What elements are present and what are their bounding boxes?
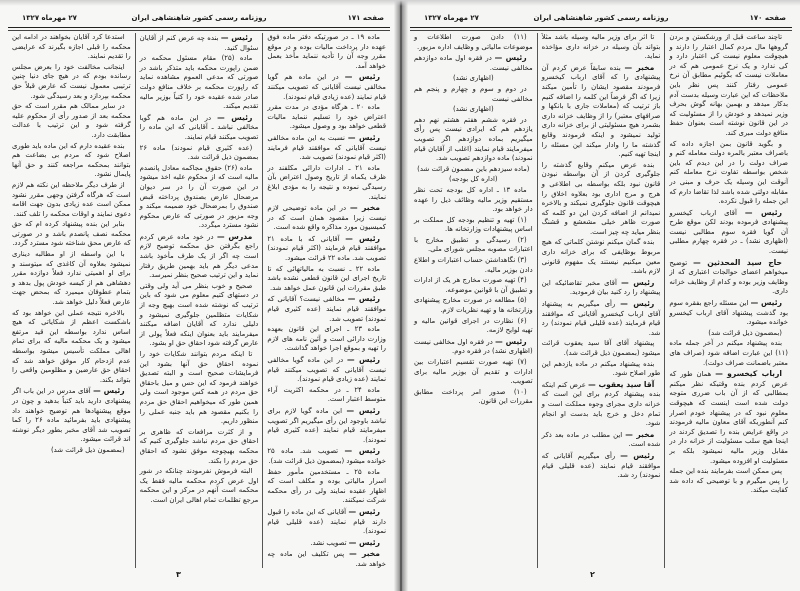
text-column: [136, 33, 264, 568]
paragraph-text: ماده ۲۳ ـ اجرای این قانون بعهده وزارت دارائی است و آئین نامه های لازم را تهیه و بموقع اجرا خواهد گذاشت.: [267, 325, 386, 353]
scan-edge-shadow: [0, 0, 800, 6]
paragraph: [414, 186, 533, 215]
paragraph-text: آقای ارباب کیخسرو پیشنهادی فرموده بودند لکن موقع طرح آن گویا فقره سوم مطالبی نیست (اظهاری نشد) ـ در فقره چهارم مطلبی نیست.: [669, 208, 788, 256]
paragraph: [267, 33, 386, 71]
paragraph-text: (۷) تهیه صورت تقسیم اعتبارات بین ادارات و تقدیم آن بوزیر مالیه برای تصویب.: [413, 358, 533, 386]
paragraph-text: (۳) نگاهداشتن حساب اعتبارات و اطلاع دادن بوزیر مالیه.: [413, 256, 533, 274]
speaker-name: رئیس —: [93, 386, 125, 396]
paragraph-text: نسبت به این ماده مخالفی نیست آقایانی که موافقند قیام فرمایند (اکثر قیام نمودند) تصویب شد.: [267, 133, 386, 162]
paragraph-text: بنده گمان میکنم نوشتن کلماتی که هیچ مربوط بوظایفی که برای خزانه داری معین میکنیم نیستند یک مفهوم قانونی لازم باشد.: [541, 238, 661, 276]
paragraph-text: توضیح میخواهم اعضای حوالجات اعتباری که از وظایف وزیر بوده و کدام از وظایف خزانه داری.: [669, 258, 788, 296]
paragraph-text: ماده ۲۴ ـ در محکمه اکثریت آراء متوسط اعتبار است.: [267, 385, 386, 404]
paragraph-text: بنده چه عرض کنم از آقایان سئوال کنید.: [139, 34, 259, 52]
header-rule-thin: [410, 30, 792, 31]
paragraph: [414, 216, 533, 235]
left-page: [0, 0, 398, 591]
speaker-name: رئیس —: [346, 405, 380, 415]
speaker-name: ارباب کیخسرو —: [715, 369, 782, 379]
paragraph-text: بنده سابقاً عرض کردم آن پیشنهادی را که آقای ارباب کیخسرو فرمودند مقصود ایشان را تأمین میکند زیرا که اگر فرضاً این کلمه را اضافه کنیم باز ترتیب که (معاملات جاری با بانکها و صرافهای معتبر) را از وظایف خزانه داری بشمرد هیچ مسئولیتی از برای خزانه داری تولید نمیشود و اینکه فرمودند وقایع گذشته ما را وادار میکند این مسئله را اینجا تهیه کنیم.: [541, 63, 661, 159]
issue-date: ۲۷ مهرماه ۱۳۲۷: [22, 14, 77, 22]
header-rule: [8, 27, 390, 28]
paragraph-text: (۱) تهیه و تنظیم بودجه کل مملکت بر اساس پیشنهادات وزارتخانه ها.: [413, 215, 533, 234]
speaker-name: حاج سید المحدثین —: [693, 257, 782, 267]
paragraph: [12, 63, 131, 101]
paragraph-text: (اداره کل بودجه): [449, 175, 498, 184]
paragraph-text: از طرف دیگر ملاحظه این نکته هم لازم است که هرگاه گرفتن وجهی مقرر نشود ممکن است عده زیادی بدون جهت اقامه دعوی نمایند و اوقات محکمه را تلف کنند.: [11, 180, 131, 218]
paragraph: [12, 33, 131, 62]
paragraph: [267, 355, 386, 385]
paragraph-text: البته فرموش نفرمودند چنانکه در شور اول عرض کردم محکمه مالیه فقط یک محکمه است آنهم در مرکز و این محکمه مرجع تظلمات تمام اهالی ایران است.: [139, 467, 259, 504]
paragraph-text: (۴) تهیه صورت مخارج هر یک از ادارات و تطبیق آن با قوانین موضوعه.: [413, 276, 533, 294]
paragraph: [12, 386, 131, 445]
paragraph: [140, 282, 259, 349]
paragraph: [542, 161, 661, 238]
speaker-name: رئیس —: [347, 294, 380, 304]
paragraph: [267, 164, 386, 202]
paragraph-text: با این واسطه از او مطالبه دیناری نمیشود بعلاوه آن کاغذی که میتوسند و برای او اهمیتی ندارد فعلاً دوازده مقرر دهشاهی هم از کیسه خودش پول بدهد و بتمام عطوفان میمیرد که بمحض جهت عارض فعلاً دلیل خواهد شد.: [11, 250, 131, 307]
paragraph-text: در خود ماده عرض کردم راجع بگرفتن حق محکمه توضیح لازم است چه اگر از یک طرف مأخوذ باشد مدعی دیگر هم باید بهمین طریق رفتار نماید و این ترتیب صحیح بنظر نمیرسد.: [139, 232, 259, 280]
speaker-name: رئیس —: [750, 298, 782, 308]
paragraph: [140, 164, 259, 231]
paragraph: [414, 296, 533, 315]
paragraph: [12, 181, 131, 219]
paragraph-text: این ماده گویا لازم برای نباشد باوجود این رأی میگیریم اگر تصویب میفرمایند قیام نمایند (عده کثیری قیام نمودند).: [267, 406, 386, 444]
paragraph-text: (بمضمون ذیل قرائت شد): [50, 445, 125, 454]
paragraph: [669, 258, 788, 297]
paragraph-text: بنده پیشنهاد میکنم در آخر جمله ماده (۱۱) این عبارت اضافه شود (صراف های معتبر باضمانت صراف دولت).: [669, 339, 788, 367]
paragraph-text: پس تکلیف این ماده چه خواهد شد.: [267, 550, 386, 568]
newspaper-title: روزنامه رسمی کشور شاهنشاهی ایران: [131, 14, 267, 22]
paragraph-text: (عده کثیری قیام نمودند) ماده ۲۶ بمضمون ذیل قرائت شد.: [139, 143, 259, 162]
paragraph-text: در فقره ششم هفتم هشتم نهم دهم یازدهم هم که ایرادی نیست پس رأی میگیریم بماده دوازدهم اگر تصویب میفرمایند قیام نمایند (اغلب از آقایان قیام نمودند) ماده دوازدهم تصویب شد.: [413, 115, 533, 163]
paragraph-text: همان طور که عرض کردم بنده وقتیکه نظر میکنم بمطالبی که از آن باب ضرری متوجه دولت شده است اینست که هیچوقت معلوم نبود که در پیشنهاد خودم اصرار کنم آنطوریکه آقای معاون مالیه فرمودند در واقع عرایض بنده را تصدیق کردند در اینجا هیچ سلب مسئولیت از خزانه دار در مقابل وزیر مالیه نمیشود بلکه بر مسئولیت او افزوده میشود.: [669, 370, 788, 465]
paragraph-text: و بگوید قانون بمن اجازه داده که باصراف معتبر بالمره دولت معامله کنم و صراف دولت را در این دیدم که باین شخص بواسطه تفاوت نرخ معامله کنم آنوقت این وسیله یک حرف و مبنی در مقابله دولتی شده باشد لذا تقاضا دارم که این جمله را قبول نکرده.: [669, 139, 788, 206]
header-rule-thin: [8, 30, 390, 31]
paragraph-text: ماده ۲۰ ـ هرگاه مؤدی در مدت مقرر اعتراض خود را تسلیم ننماید مالیات قطعی خواهد بود و وصول میشود.: [267, 103, 386, 131]
paragraph-text: عرض کنم اینکه بنده پیشنهاد کردم برای این است که خزانه داری مجرای وجوه مملکت است و تمام دخل و خرج باید بدست او انجام شود.: [541, 380, 661, 428]
paragraph-text: تا اینکه مردم بتوانند شکایات خود را نموده احقاق حق آنها بشود این فرمایشات صحیح است و البته تصدیق خواهند فرمود که این حس و میل باحقاق حق مردم در همه کس موجود است ولی همین طور که میخواهیم احقاق حق مردم را بکنیم مقصود هم باید جنبه عملی را منظور داریم.: [139, 350, 259, 426]
paragraph-text: بنده پیشنهاد میکنم در ماده یازدهم این طور اصلاح شود.: [541, 359, 661, 378]
paragraph: [267, 549, 386, 568]
paragraph: [267, 294, 386, 324]
paragraph: [669, 298, 788, 328]
paragraph: [267, 103, 386, 132]
page-header: [8, 14, 390, 26]
paragraph: [542, 238, 661, 276]
paragraph: [414, 116, 533, 164]
speaker-name: مخبر —: [350, 203, 380, 213]
speaker-name: رئیس —: [344, 72, 380, 82]
speaker-name: رئیس —: [348, 537, 380, 547]
paragraph: [414, 337, 533, 357]
paragraph-text: تاچند ساعت قبل از ورشکستن و بردن گروهها مال مردم کمال اعتبار را دارند و هیچوقت معلوم نیست کی اعتبار دارد و کی ندارد و یک نرخ عمومی هم که در معاملات نیست که بگوئیم مطابق آن نرخ عمومی رفتار کنند پس نظر باین ملاحظات که این عبارت وسیله بدست آدم بدکار میدهد و بهمین بهانه گوش بحرف وزیر نمیدهد و خودش را از مسئولیت که در این قانون نوشته است بعنوان حفظ منافع دولت مبری کند.: [669, 33, 788, 137]
paragraph-text: تصویب شد. ماده ۲۵ خوانده میشود (بمضمون ذیل قرائت شد).: [267, 447, 386, 465]
speaker-name: رئیس —: [494, 53, 527, 63]
paragraph: [414, 276, 533, 295]
book-gutter-shadow: [394, 0, 408, 591]
paragraph: [267, 133, 386, 163]
paragraph: [267, 446, 386, 466]
paragraph: [542, 33, 661, 62]
paragraph: [542, 339, 661, 358]
speaker-name: مخبر —: [349, 549, 380, 559]
paragraph-text: تا اثر برای وزیر مالیه وسیله باشد مثلاً بتواند بآن وسیله در خزانه داری مؤاخذه نماید.: [541, 33, 661, 61]
paragraph-text: استدعا کرد آقایان بخواهند در ادامه این محکمه را قبلی اجازه بگیرند که عرایضی را تقدیم نمایند.: [11, 33, 131, 61]
paragraph: [414, 358, 533, 387]
paragraph: [669, 339, 788, 368]
paragraph: [414, 388, 533, 407]
paragraph: [669, 369, 788, 466]
speaker-name: رئیس —: [348, 506, 380, 516]
speaker-name: رئیس —: [347, 132, 380, 142]
header-rule: [410, 27, 792, 28]
paragraph-text: (اظهاری نشد): [452, 74, 494, 83]
paragraph: [669, 467, 788, 496]
right-page: [402, 0, 800, 591]
paragraph-text: بنده عرض میکنم وقایع گذشته را جلوگیری کردن از آن بواسطه نبودن قانون نبود بلکه بواسطه بی اطلاعی و هرج و مرج اداری بود بعلاوه اخلاق را هیچوقت قانون جلوگیری نمیکند و بالاخره نمیدانم از اضافه کردن این دو کلمه که صورت ظاهر خیلی مشعشع و قشنگ بنظر میاید چه چیز است.: [541, 160, 661, 236]
paragraph: [12, 309, 131, 386]
paragraph: [542, 360, 661, 379]
paragraph: [12, 102, 131, 140]
paragraph-text: ماده ۱۹ ـ در صورتیکه دفتر ماده فوق عهده دار پرداخت مالیات بوده و در موقع مقرر وجه آن را تأدیه ننماید مأخذ بعمل خواهد آمد.: [267, 33, 386, 70]
text-columns: [410, 33, 792, 568]
page-number: صفحه ۱۷۰: [749, 14, 786, 22]
paragraph: [267, 265, 386, 294]
paragraph-text: رأی میگیریم آقایانی که موافقند قیام نمایند (عده قلیلی قیام نمودند) رد شد.: [541, 451, 661, 480]
paragraph-text: در این ماده گویا مخالفی نیست آقایانی که تصویب میکنند قیام نمایند (عده زیادی قیام نمودند).: [267, 356, 386, 384]
paragraph: [414, 236, 533, 255]
paragraph-text: بالاخره نتیجه عملی این خواهد بود که باشکست اعظم از شکایاتی که هیچ اساس ندارد بواسطه این قید مرتفع میشود و یک محکمه مالیه که برای تمام اهالی مملکت تأسیس میشود بواسطه عدم ازدحام کار موفق خواهد شد که احقاق حق عارضین و مظلومین واقعی را بتواند بکند.: [11, 308, 131, 384]
speaker-name: رئیس —: [620, 299, 655, 309]
paragraph: [140, 232, 259, 281]
paragraph-text: و از کثرت مرافعات که ظاهری بر احقاق حق مردم نباشد جلوگیری کنیم که محکمه بهیچوجه موفق نشود که احقاق حق مردم را بکند.: [139, 427, 259, 465]
paragraph-text: (۵) مطالعه در صورت مخارج پیشنهادی وزارتخانه ها و تهیه نظریات لازم.: [413, 296, 533, 315]
paragraph-text: در فقره اول ماده دوازدهم مخالفی نیست.: [413, 54, 533, 72]
paragraph: [140, 467, 259, 505]
paragraph: [542, 451, 661, 481]
paragraph: [542, 63, 661, 160]
paragraph-text: در سایر ممالک هم مقرر است که حق محکمه بعد از صدور رأی از محکوم علیه گرفته شود و این ترتیب با عدالت مطابقت دارد.: [11, 102, 131, 139]
text-column: [665, 33, 792, 568]
text-columns: [8, 33, 390, 568]
speaker-name: رئیس —: [344, 446, 380, 456]
folio-number: ۳: [176, 570, 181, 579]
paragraph: [267, 507, 386, 537]
paragraph: [414, 33, 533, 52]
speaker-name: مخبر —: [624, 62, 655, 72]
text-column: [263, 33, 390, 568]
paragraph-text: اینجانب مخالفت خود را بعرض مجلس رسانده بودم که در هیچ جای دنیا چنین ترتیبی معمول نیست که عارض قبلاً حق محکمه بپردازد و بعد رسیدگی شود.: [11, 62, 131, 100]
speaker-name: رئیس —: [220, 33, 253, 42]
paragraph-text: تصویب نشد.: [310, 538, 347, 547]
paragraph-text: مخالفی نیست؟ آقایانی که موافقند قیام نمایند (عده کثیری قیام نمودند) تصویب شد.: [267, 295, 386, 323]
paragraph: [542, 380, 661, 429]
paragraph: [414, 256, 533, 275]
speaker-name: رئیس —: [744, 207, 782, 217]
paragraph-text: در فقره اول مخالفی نیست (اظهاری نشد) در فقره دوم.: [413, 337, 533, 356]
paragraph: [140, 113, 259, 143]
newspaper-title: روزنامه رسمی کشور شاهنشاهی ایران: [533, 14, 669, 22]
paragraph-text: (ماده سیزدهم باین مضمون قرائت شد): [417, 164, 530, 173]
text-column: [410, 33, 538, 568]
paragraph: [669, 33, 788, 139]
text-column: [8, 33, 136, 568]
paragraph-text: آقای مدرس در این باب اگر پیشنهادی دارید باید کتباً بدهید و چون در موقع پیشنهادها هم توضیح خواهند داد پیشنهادی باید بفرمائید ماده ۲۶ را کما تصویب شد آقای مخبر بطور دیگر نوشته اند قرائت میشود.: [11, 387, 131, 444]
paragraph: [669, 329, 788, 339]
paragraph-text: آقای مخبر تقاضائیکه این پیشنهاد را رد کنید بیان فرمودید.: [541, 278, 661, 297]
speaker-name: مدرس —: [216, 231, 253, 241]
paragraph: [12, 220, 131, 249]
paragraph-text: بنابر این بنده پیشنهاد کرده ام که حق محکمه نصف پانصدم باشد و در صورتی که عارض محق شناخته شود مسترد گردد.: [11, 220, 131, 248]
paragraph-text: ماده ۲۵ ـ مستخدمین مأمور حفظ اسرار مالیاتی بوده و مکلف است که اظهار عقیده نمایند ولی در رأی محکمه شرکت نمیکنند.: [267, 467, 386, 505]
paragraph: [267, 406, 386, 445]
paragraph: [140, 144, 259, 163]
paragraph-text: (۲) رسیدگی و تطبیق مخارج با اعتبارات مصوبه مجلس شورای ملی.: [413, 235, 533, 254]
issue-date: ۲۷ مهرماه ۱۳۲۷: [424, 14, 479, 22]
paragraph: [414, 53, 533, 73]
paragraph: [542, 299, 661, 338]
speaker-name: رئیس —: [217, 112, 253, 122]
paragraph-text: ماده ۲۱ ـ ادارات دارائی مکلفند در ظرف یکماه از تاریخ وصول اعتراض بآن رسیدگی نموده و نتیجه را به مؤدی ابلاغ نمایند.: [267, 163, 386, 201]
paragraph: [414, 175, 533, 185]
paragraph: [140, 33, 259, 53]
paragraph-text: در این ماده هم گویا مخالفی نباشد ـ آقایانی که این ماده را تصویب میکنند قیام نمایند.: [139, 113, 259, 141]
paragraph-text: بنده عقیده دارم که این ماده باید طوری اصلاح شود که مردم بی بضاعت هم بتوانند بمحکمه مراجعه کنند و حق آنها پایمال نشود.: [11, 141, 131, 179]
speaker-name: رئیس —: [345, 233, 381, 243]
paragraph-text: ماده (۲۶) حقوق مجاکمه معادل پانصدم مالیه است که از محکوم علیه اخذ میشود در این صورت آن را در سر دیوان مرضحال عارض بصندوق پرداخته قبض صندوق را بمرضحال خود ضمیمه میکند و وجه مزبور در صورتی که عارض محکوم نشود مسترد میگردد.: [139, 163, 259, 230]
speaker-name: مخبر —: [625, 429, 655, 439]
paragraph: [542, 278, 661, 298]
paragraph-text: (۱۱) دادن صورت اطلاعات و موضوعات مالیاتی و وظایف اداره مزبور.: [413, 33, 533, 51]
paragraph: [267, 468, 386, 506]
paragraph-text: (اظهاری نشد): [452, 105, 494, 114]
speaker-name: رئیس —: [347, 355, 380, 364]
paragraph-text: رأی میگیریم به پیشنهاد آقای ارباب کیخسرو آقایانی که موافقند قیام فرمایند (عده قلیلی قیام نمودند) رد شد.: [541, 300, 661, 337]
paragraph-text: آقایانی که این ماده را قبول دارند قیام نمایند (عده قلیلی قیام نمودند).: [267, 507, 386, 536]
paragraph-text: این مسئله راجع بفقره سوم بود گذشت پیشنهاد آقای ارباب کیخسرو خوانده میشود.: [669, 299, 788, 327]
folio-number: ۲: [590, 570, 595, 579]
paragraph: [140, 428, 259, 466]
paragraph: [140, 54, 259, 112]
paragraph-text: (۱۰) صدور امر پرداخت مطابق مقررات این قانون.: [413, 387, 533, 406]
paragraph: [267, 234, 386, 264]
paragraph-text: (۶) نظارت در اجرای قوانین مالیه و تهیه لوایح لازمه.: [413, 316, 533, 335]
speaker-name: رئیس —: [495, 336, 527, 346]
paragraph: [414, 85, 533, 104]
text-column: [538, 33, 666, 568]
paragraph-text: صحیح و خوب بنظر می آید ولی وقتی در دستهای کتیم معلوم می شود که باین ترتیب که نوشته شده است بهیچ وجه از شکایات متظلمین جلوگیری نمیشود و دلیلی ندارد که آقایان اضافه میکنند میفرمایند باید بعنوان اینکه فعلاً پولی از عارض گرفته شود احقاق حق او بشود.: [139, 281, 259, 348]
paragraph-text: این مطلب در ماده بعد ذکر شده است.: [541, 430, 661, 449]
paragraph: [140, 350, 259, 427]
paragraph: [267, 72, 386, 102]
paragraph-text: (بمضمون ذیل قرائت شد): [708, 328, 782, 337]
paragraph: [267, 325, 386, 354]
paragraph: [542, 430, 661, 450]
paragraph-text: ماده (۲۵) مقام مسئول محکمه در ضمن راپورت محکمه باید متذکر باشد در صورتی که مدعی العموم مشاهده نماید که راپورت محکمه بر خلاف منافع دولت صادر شده عقیده خود را کتباً بوزیر مالیه تقدیم میکند.: [139, 54, 259, 111]
paragraph: [267, 386, 386, 405]
paragraph-text: آقایانی که با ماده ۲۱ موافقند قیام فرمایند (اکثر قیام نمودند) تصویب شد. ماده ۲۲ قرائت میشود.: [267, 234, 386, 263]
speaker-name: آقا سید یعقوب —: [588, 379, 655, 389]
speaker-name: رئیس —: [621, 277, 655, 287]
paragraph: [414, 74, 533, 84]
paragraph: [414, 317, 533, 336]
paragraph: [267, 538, 386, 549]
paragraph-text: در این ماده هم گویا مخالفی نیست آقایانی که تصویب میکنند قیام نمایند (عده زیادی قیام نمودند).: [267, 73, 386, 101]
paragraph-text: ماده ۱۳ ـ اداره کل بودجه تحت نظر مستقیم وزیر مالیه وظائف ذیل را عهده دار خواهد بود.: [413, 185, 533, 214]
paragraph: [267, 203, 386, 233]
paragraph: [669, 140, 788, 207]
paragraph-text: پس ممکن است بفرمایند بنده این جمله را پس میگیرم و با توضیحی که داده شد کفایت میکند.: [669, 467, 788, 495]
page-header: [410, 14, 792, 26]
paragraph-text: پیشنهاد آقای آقا سید یعقوب قرائت میشود (بمضمون ذیل قرائت شد).: [541, 339, 661, 357]
paragraph-text: در دوم و سوم و چهارم و پنجم هم مخالفی نیست: [413, 84, 533, 103]
speaker-name: رئیس —: [620, 450, 655, 460]
paragraph: [414, 105, 533, 115]
paragraph: [12, 142, 131, 180]
paragraph: [669, 208, 788, 257]
paragraph: [414, 165, 533, 175]
paragraph: [12, 250, 131, 308]
page-number: صفحه ۱۷۱: [347, 14, 384, 22]
paragraph-text: در این ماده توضیحی لازم نیست زیرا مقصود همان است که در کمیسیون مورد مذاکره واقع شده است.: [267, 204, 386, 232]
paragraph: [12, 446, 131, 456]
paragraph-text: ماده ۲۲ ـ نسبت به مالیاتهائی که تا تاریخ اجرای این قانون قطعی نشده باشد طبق مقررات این قانون عمل خواهد شد.: [267, 264, 386, 292]
